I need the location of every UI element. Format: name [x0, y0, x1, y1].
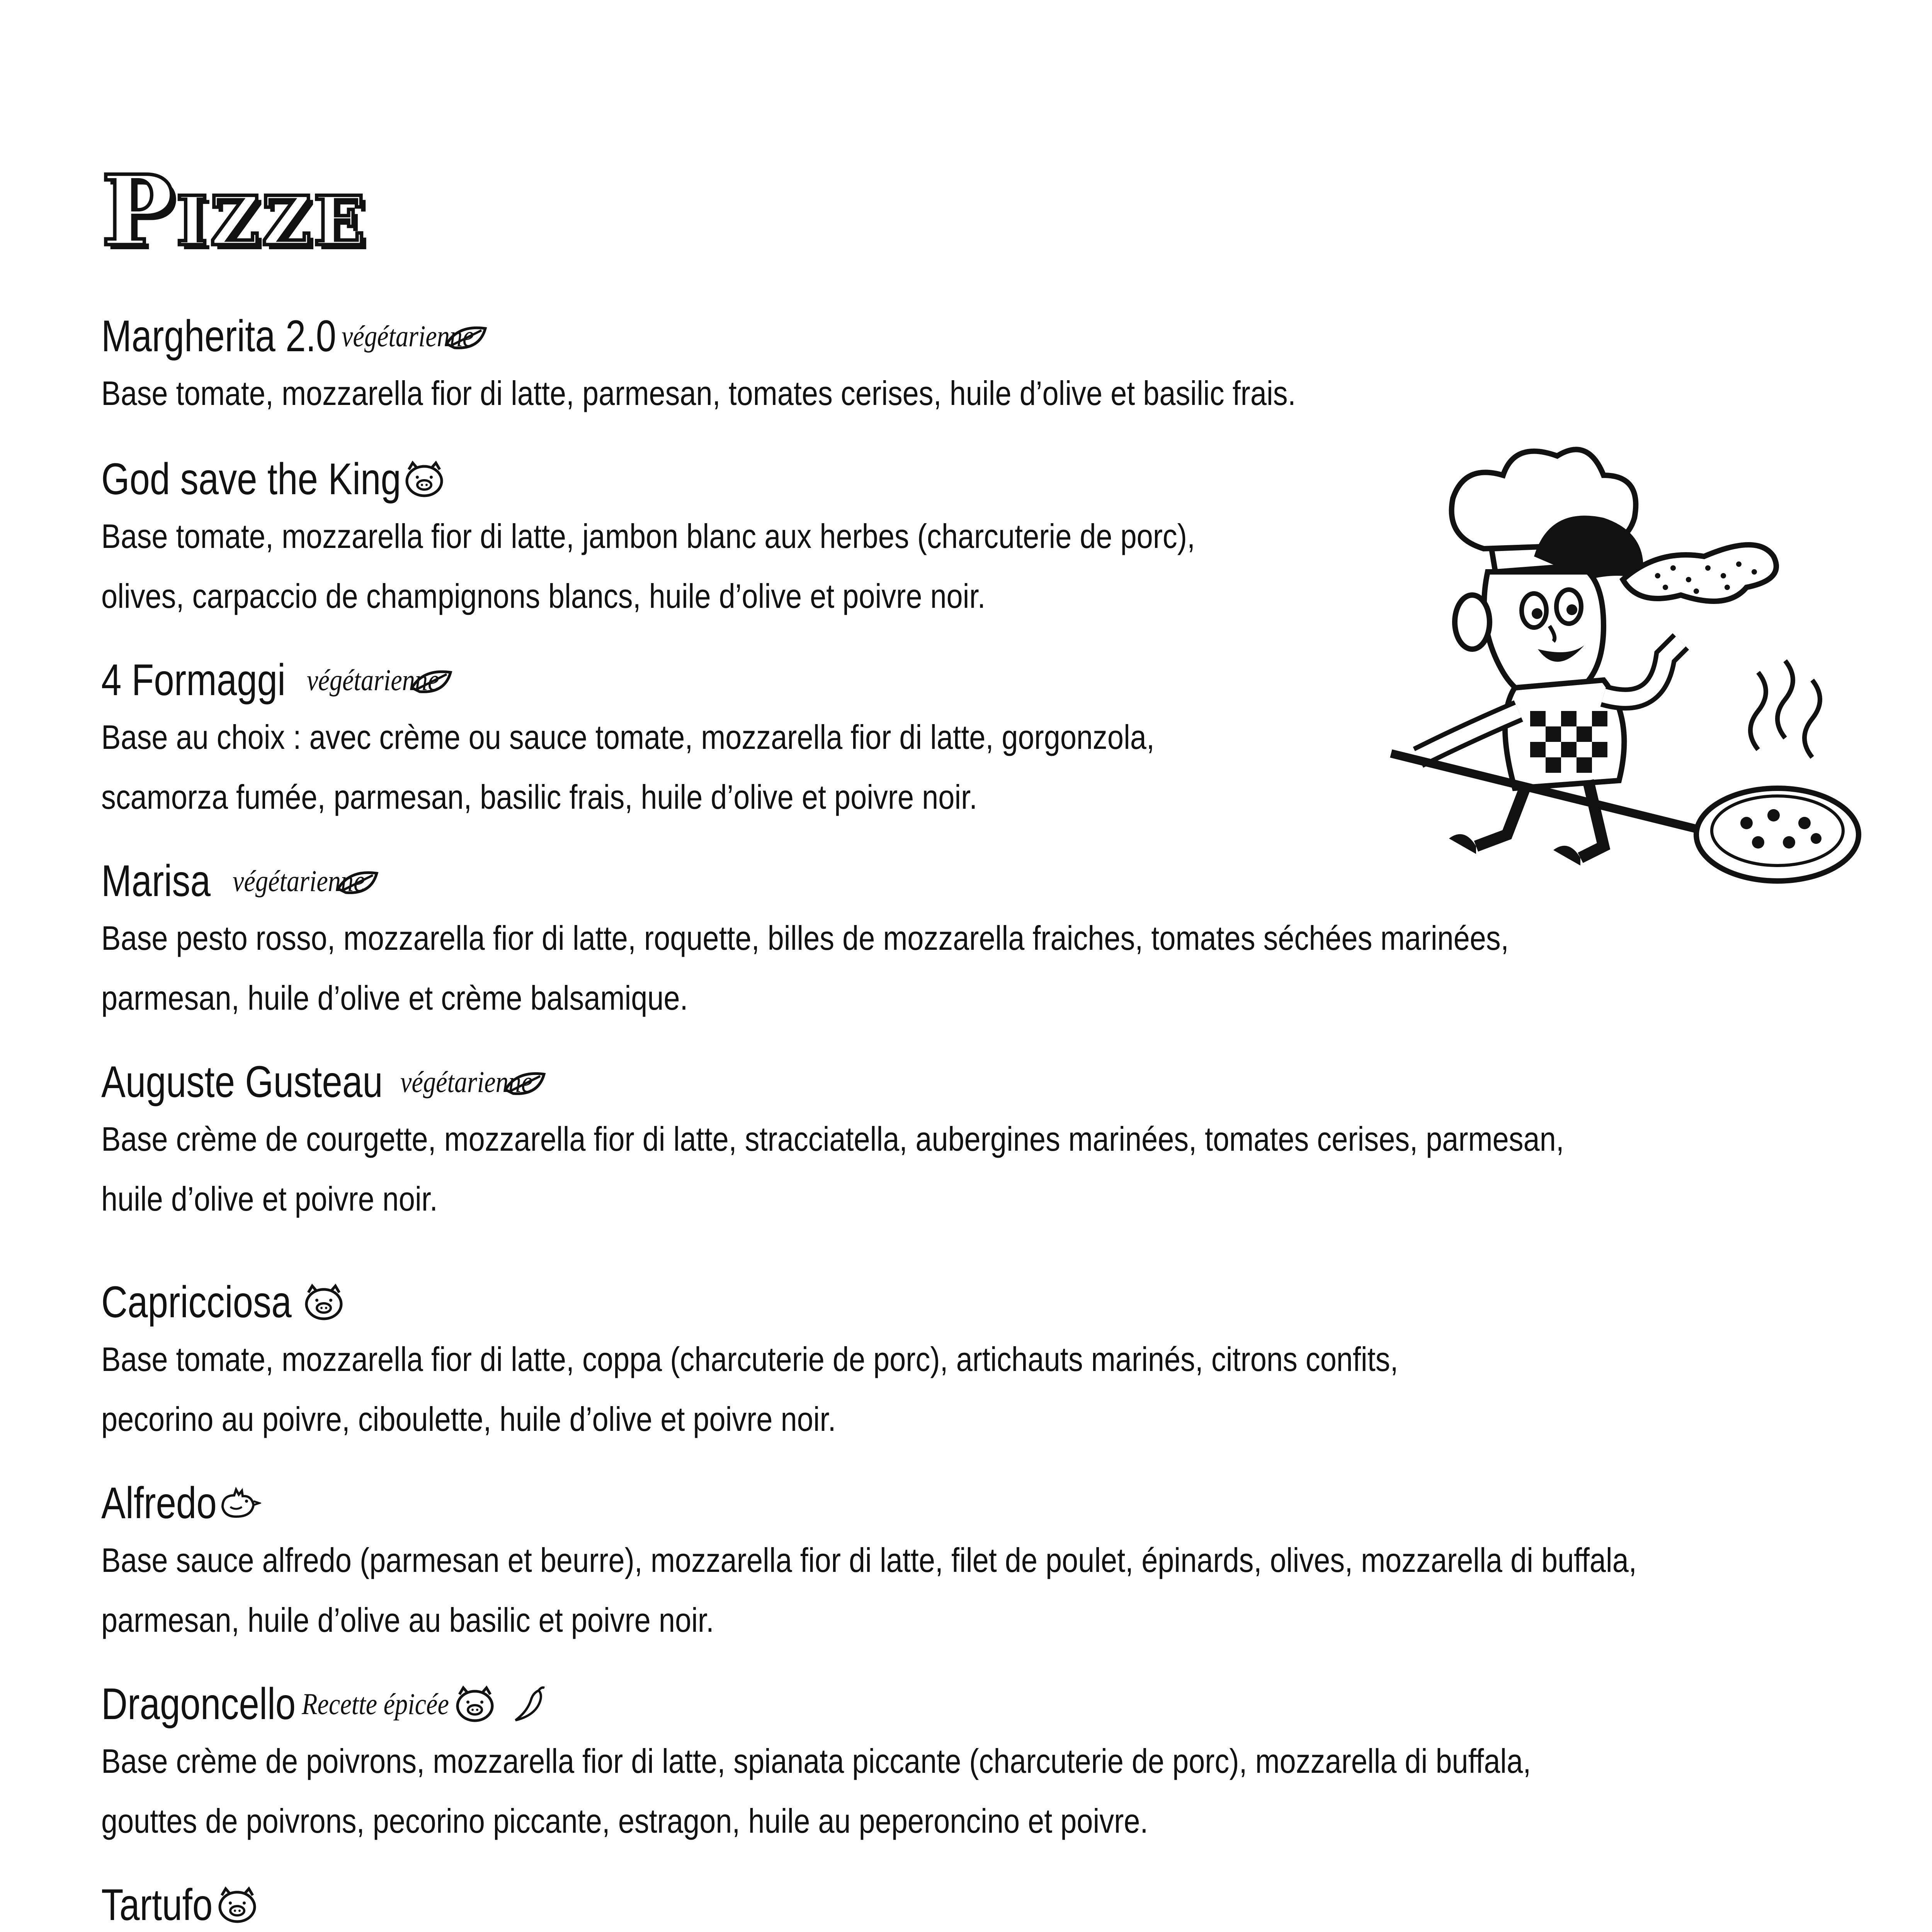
pizza-note: végétarienne [400, 1065, 533, 1099]
pizza-item [101, 1677, 1932, 1851]
pizza-item [101, 1055, 1932, 1229]
pizza-chef-illustration [1387, 440, 1874, 904]
chicken-icon [215, 1484, 261, 1522]
pig-icon [214, 1886, 260, 1924]
pizza-item [101, 1878, 1932, 1932]
pizza-description [101, 1329, 1932, 1449]
pizza-name: Capricciosa [101, 1277, 292, 1327]
description-line: Base tomate, mozzarella fior di latte, parmesan, tomates cerises, huile d’olive et basilic frais. [101, 374, 1296, 412]
pizza-note: végétarienne [233, 864, 365, 898]
description-line: Base crème de courgette, mozzarella fior di latte, stracciatella, aubergines marinées, tomates cerises, parmesan, [101, 1120, 1564, 1158]
pizza-name: Alfredo [101, 1478, 217, 1528]
description-line: scamorza fumée, parmesan, basilic frais, huile d’olive et poivre noir. [101, 778, 978, 816]
pizza-note: végétarienne [306, 663, 439, 697]
pizza-description [101, 1731, 1932, 1851]
pig-icon [301, 1283, 347, 1321]
pizza-note: végétarienne [341, 319, 474, 353]
pig-icon [452, 1685, 498, 1723]
pizza-item [101, 1476, 1932, 1650]
pizza-name: Dragoncello [101, 1679, 296, 1729]
description-line: gouttes de poivrons, pecorino piccante, estragon, huile au peperoncino et poivre. [101, 1802, 1148, 1840]
description-line: parmesan, huile d’olive au basilic et poivre noir. [101, 1601, 714, 1639]
pizza-description [101, 1109, 1932, 1229]
pig-icon [401, 460, 447, 498]
pizza-name: Tartufo [101, 1880, 213, 1930]
description-line: parmesan, huile d’olive et crème balsamique. [101, 979, 688, 1017]
description-line: Base pesto rosso, mozzarella fior di latte, roquette, billes de mozzarella fraiches, tomates séchées marinées, [101, 919, 1509, 957]
description-line: Base crème de poivrons, mozzarella fior di latte, spianata piccante (charcuterie de porc), mozzarella di buffala, [101, 1742, 1531, 1780]
pizza-note: Recette épicée [301, 1687, 449, 1721]
description-line: pecorino au poivre, ciboulette, huile d’olive et poivre noir. [101, 1400, 836, 1438]
pizza-name: God save the King [101, 454, 401, 504]
pizza-description [101, 908, 1932, 1028]
description-line: Base au choix : avec crème ou sauce tomate, mozzarella fior di latte, gorgonzola, [101, 718, 1155, 756]
description-line: Base tomate, mozzarella fior di latte, coppa (charcuterie de porc), artichauts marinés, citrons confits, [101, 1340, 1398, 1378]
page-title: Pizze [101, 154, 367, 267]
pizza-name: Auguste Gusteau [101, 1057, 383, 1107]
pizza-name: Marisa [101, 856, 211, 906]
pizza-item [101, 309, 1932, 423]
description-line: Base tomate, mozzarella fior di latte, jambon blanc aux herbes (charcuterie de porc), [101, 517, 1195, 555]
chili-icon [506, 1685, 552, 1723]
description-line: huile d’olive et poivre noir. [101, 1180, 438, 1218]
pizza-description [101, 1530, 1932, 1650]
description-line: olives, carpaccio de champignons blancs, huile d’olive et poivre noir. [101, 577, 986, 615]
pizza-description [101, 363, 1932, 423]
pizza-item [101, 1275, 1932, 1449]
pizza-name: Margherita 2.0 [101, 311, 337, 361]
pizza-name: 4 Formaggi [101, 655, 286, 705]
description-line: Base sauce alfredo (parmesan et beurre), mozzarella fior di latte, filet de poulet, épinards, olives, mozzarella di buffala, [101, 1541, 1637, 1579]
